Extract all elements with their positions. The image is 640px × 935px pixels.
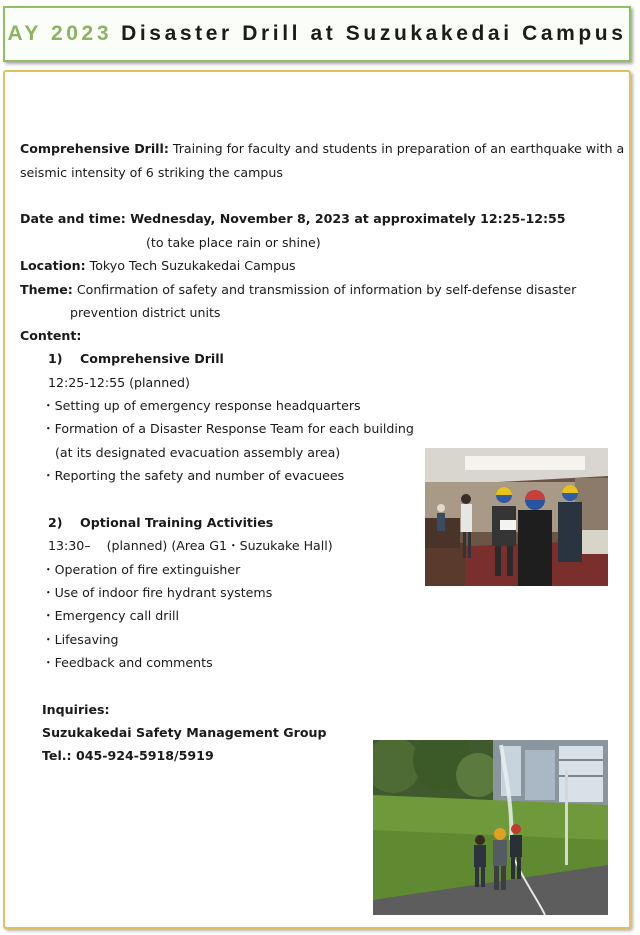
date-note: (to take place rain or shine) [146,235,321,250]
theme-line-1 [20,281,576,298]
theme-label: Theme: [20,282,73,297]
theme-text-1: Confirmation of safety and transmission of information by self-defense disaster [76,282,577,297]
section1-time: 12:25-12:55 (planned) [48,375,190,390]
intro-text-2: seismic intensity of 6 striking the campus [20,165,283,180]
list-item: ・Lifesaving [42,632,119,647]
section2-heading: 2) Optional Training Activities [48,515,274,530]
section2-time: 13:30– (planned) (Area G1・Suzukake Hall) [48,538,333,553]
inquiries-label: Inquiries: [42,702,110,717]
date-label: Date and time: [20,211,126,226]
intro-line-1 [20,140,624,157]
theme-text-2: prevention district units [70,305,221,320]
inquiries-group: Suzukakedai Safety Management Group [42,725,327,740]
content-label: Content: [20,328,82,343]
title-banner [3,6,631,62]
outdoor-hydrant-photo [373,740,608,915]
page-title: Disaster Drill at Suzukakedai Campus [121,22,627,45]
location-label: Location: [20,258,86,273]
list-item: ・Reporting the safety and number of evacuees [42,468,345,483]
date-line [20,210,566,227]
list-item: ・Use of indoor fire hydrant systems [42,585,273,600]
list-item: ・Setting up of emergency response headquarters [42,398,361,413]
inquiries-tel: Tel.: 045-924-5918/5919 [42,748,214,763]
list-item: ・Operation of fire extinguisher [42,562,241,577]
title-year: AY 2023 [7,22,113,45]
list-item: ・Formation of a Disaster Response Team for each building [42,421,414,436]
indoor-drill-photo [425,448,608,586]
list-item: (at its designated evacuation assembly area) [55,445,341,460]
list-item: ・Feedback and comments [42,655,213,670]
location-value: Tokyo Tech Suzukakedai Campus [89,258,296,273]
intro-text-1: Training for faculty and students in preparation of an earthquake with a [172,141,625,156]
date-value: Wednesday, November 8, 2023 at approximately 12:25-12:55 [130,211,566,226]
intro-label: Comprehensive Drill: [20,141,169,156]
list-item: ・Emergency call drill [42,608,179,623]
location-line [20,257,296,274]
section1-heading: 1) Comprehensive Drill [48,351,224,366]
